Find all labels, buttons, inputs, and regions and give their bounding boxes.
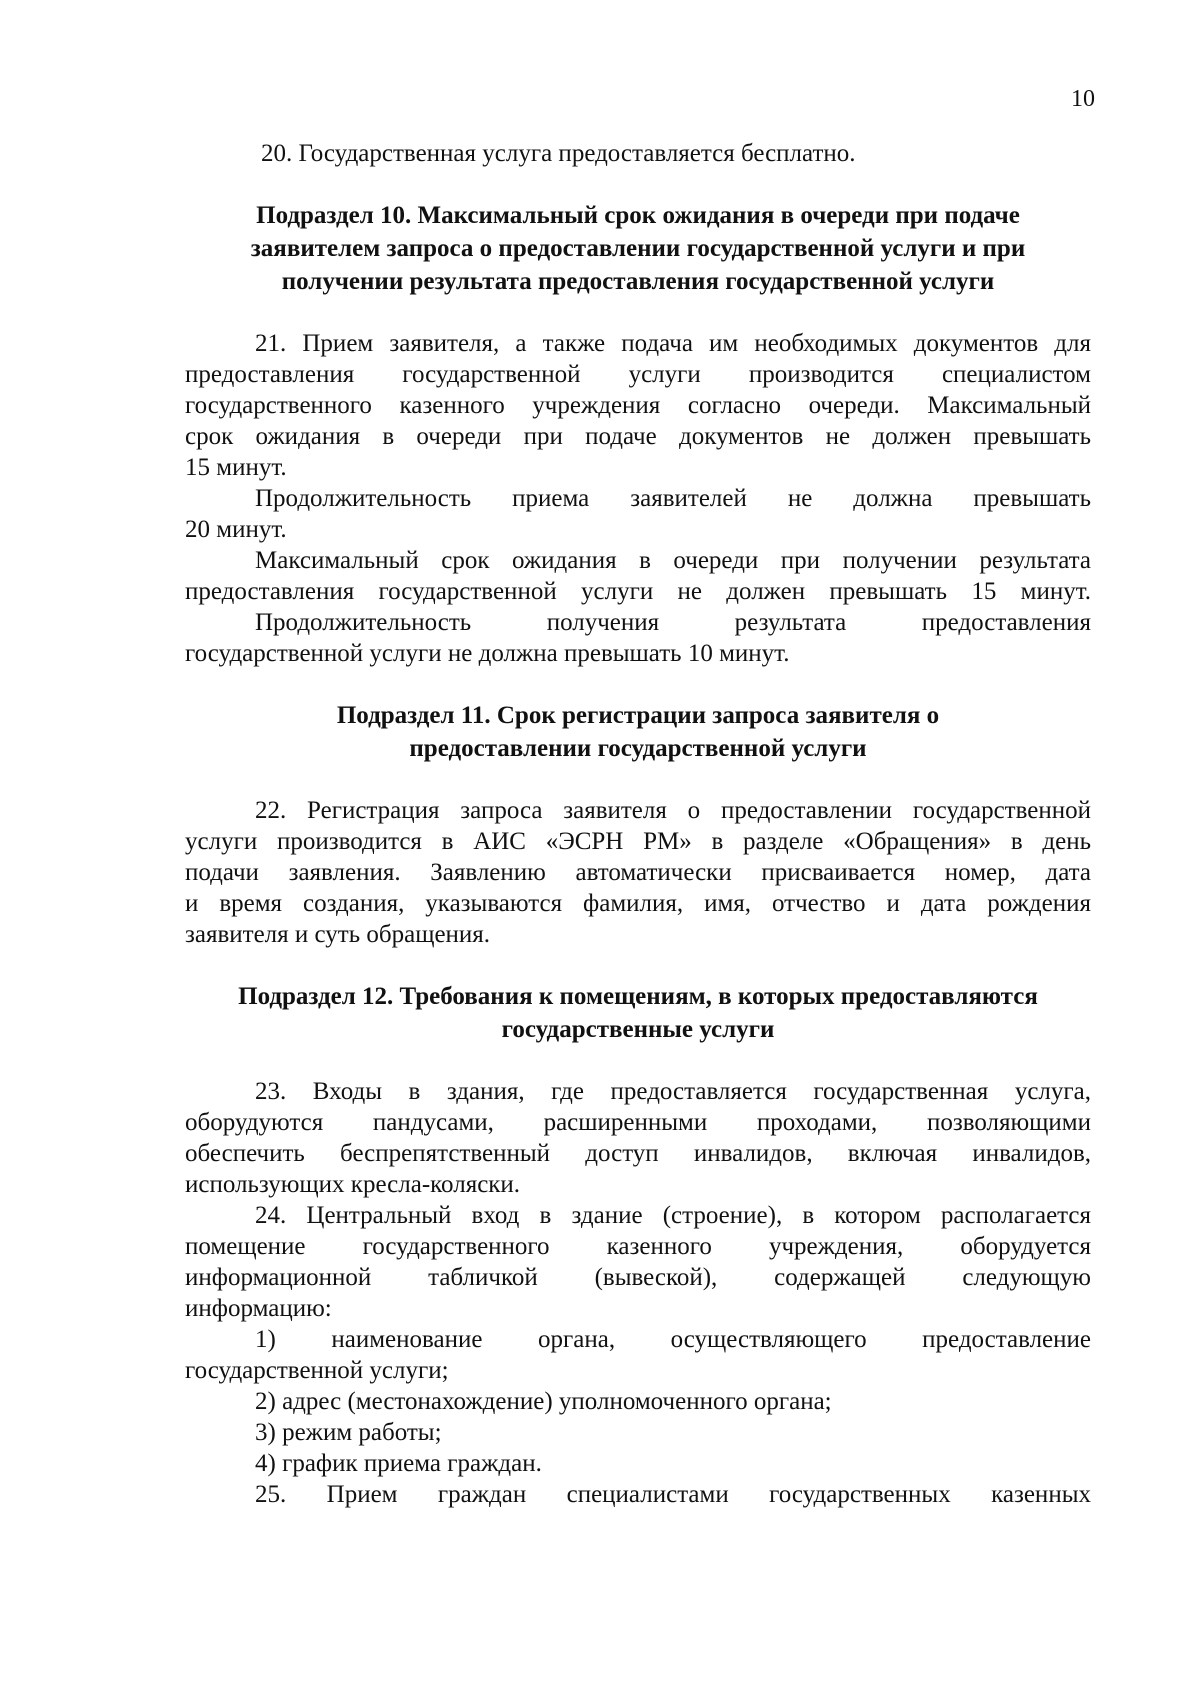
paragraph-22 (185, 795, 1091, 950)
list-item-3 (185, 1417, 1091, 1448)
text-line: обеспечить беспрепятственный доступ инвалидов, включая инвалидов, (185, 1140, 1091, 1167)
text-line: помещение государственного казенного учреждения, оборудуется (185, 1233, 1091, 1260)
text-line: Продолжительность получения результата предоставления (255, 609, 1091, 636)
heading-line: Подраздел 10. Максимальный срок ожидания в очереди при подаче (256, 202, 1020, 229)
heading-subsection-11 (185, 699, 1091, 765)
heading-line: Подраздел 11. Срок регистрации запроса заявителя о (336, 702, 940, 729)
text-line: Продолжительность приема заявителей не должна превышать (255, 485, 1091, 512)
text-line: оборудуются пандусами, расширенными проходами, позволяющими (185, 1109, 1091, 1136)
list-item-2 (185, 1386, 1091, 1417)
text-line: 20. Государственная услуга предоставляется бесплатно. (261, 140, 856, 167)
text-line: информацию: (185, 1295, 332, 1322)
paragraph-25 (185, 1479, 1091, 1510)
text-line: государственной услуги не должна превышать 10 минут. (185, 640, 790, 667)
heading-line: предоставлении государственной услуги (409, 735, 867, 762)
text-line: 24. Центральный вход в здание (строение), в котором располагается (255, 1202, 1091, 1229)
text-line: 22. Регистрация запроса заявителя о предоставлении государственной (255, 797, 1091, 824)
list-item-1 (185, 1324, 1091, 1386)
text-line: 20 минут. (185, 516, 287, 543)
heading-line: Подраздел 12. Требования к помещениям, в которых предоставляются (238, 983, 1038, 1010)
text-line: 3) режим работы; (255, 1419, 442, 1446)
heading-subsection-10 (185, 199, 1091, 298)
paragraph-21-result-wait (185, 545, 1091, 607)
text-line: 15 минут. (185, 454, 287, 481)
text-line: Максимальный срок ожидания в очереди при получении результата (255, 547, 1091, 574)
text-line: 4) график приема граждан. (255, 1450, 542, 1477)
text-line: 23. Входы в здания, где предоставляется государственная услуга, (255, 1078, 1091, 1105)
paragraph-23 (185, 1076, 1091, 1200)
heading-line: государственные услуги (501, 1016, 775, 1043)
paragraph-20 (185, 138, 1091, 169)
text-line: 1) наименование органа, осуществляющего предоставление (255, 1326, 1091, 1353)
text-line: предоставления государственной услуги производится специалистом (185, 361, 1091, 388)
paragraph-24 (185, 1200, 1091, 1324)
text-line: подачи заявления. Заявлению автоматически присваивается номер, дата (185, 859, 1091, 886)
paragraph-21-duration (185, 483, 1091, 545)
text-line: услуги производится в АИС «ЭСРН РМ» в разделе «Обращения» в день (185, 828, 1091, 855)
text-line: срок ожидания в очереди при подаче документов не должен превышать (185, 423, 1091, 450)
text-line: 21. Прием заявителя, а также подача им необходимых документов для (255, 330, 1091, 357)
heading-subsection-12 (185, 980, 1091, 1046)
text-line: государственной услуги; (185, 1357, 449, 1384)
text-line: информационной табличкой (вывеской), содержащей следующую (185, 1264, 1091, 1291)
text-line: и время создания, указываются фамилия, имя, отчество и дата рождения (185, 890, 1091, 917)
page-number: 10 (1071, 86, 1095, 112)
heading-line: получении результата предоставления государственной услуги (281, 268, 995, 295)
text-line: использующих кресла-коляски. (185, 1171, 521, 1198)
text-line: предоставления государственной услуги не должен превышать 15 минут. (185, 578, 1091, 605)
list-item-4 (185, 1448, 1091, 1479)
heading-line: заявителем запроса о предоставлении государственной услуги и при (250, 235, 1026, 262)
paragraph-21-result-duration (185, 607, 1091, 669)
text-line: государственного казенного учреждения согласно очереди. Максимальный (185, 392, 1091, 419)
document-body (185, 138, 1091, 1510)
text-line: 25. Прием граждан специалистами государственных казенных (255, 1481, 1091, 1508)
text-line: заявителя и суть обращения. (185, 921, 491, 948)
text-line: 2) адрес (местонахождение) уполномоченного органа; (255, 1388, 832, 1415)
paragraph-21 (185, 328, 1091, 483)
